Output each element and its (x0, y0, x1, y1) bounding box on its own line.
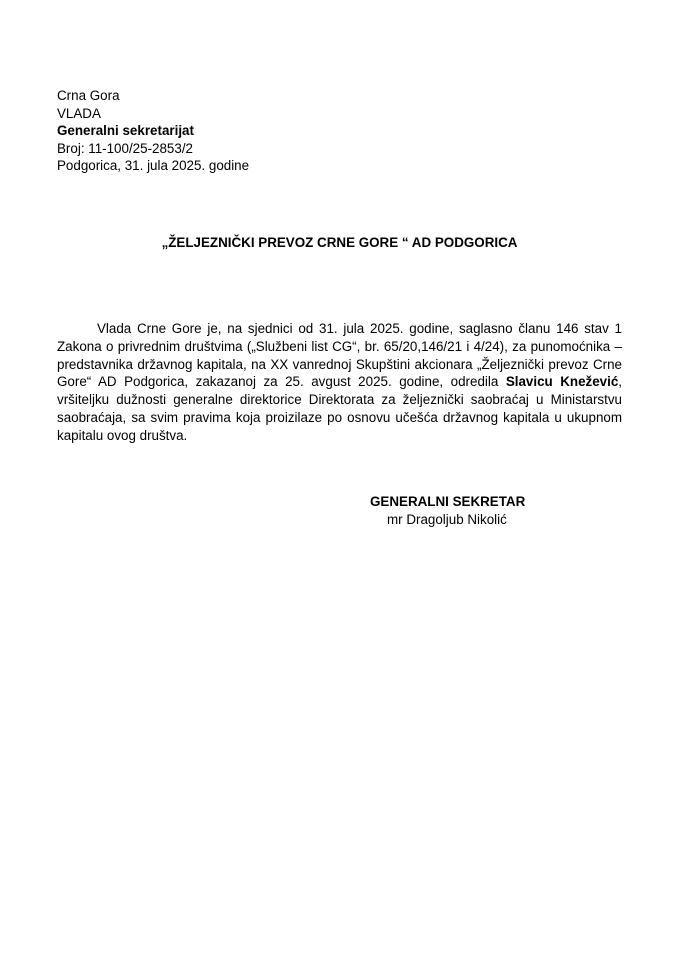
appointee-name: Slavicu Knežević (505, 374, 619, 390)
decision-text-part1: Vlada Crne Gore je, na sjednici od 31. jula 2025. godine, saglasno članu 146 stav 1 Zakona o privrednim društvima („Službeni list CG“, br. 65/20,146/21 i 4/24), za punomoćnika – predstavnika državnog kapitala, na XX vanrednoj Skupštini akcionara „Željeznički prevoz Crne Gore“ AD Podgorica, zakazanoj za 25. avgust 2025. godine, odredila (57, 321, 622, 390)
decision-text-part2: , vršiteljku dužnosti generalne direktorice Direktorata za željeznički saobraćaj u Ministarstvu saobraćaja, sa svim pravima koja proizilaze po osnovu učešća državnog kapitala u ukupnom kapitalu ovog društva. (57, 374, 623, 443)
signatory-name: mr Dragoljub Nikolić (387, 511, 507, 527)
department-name: Generalni sekretarijat (57, 123, 194, 138)
place-and-date: Podgorica, 31. jula 2025. godine (57, 158, 250, 173)
document-header (57, 87, 249, 175)
decision-paragraph (57, 320, 622, 445)
country-name: Crna Gora (57, 88, 120, 103)
government-name: VLADA (57, 105, 101, 121)
document-number: Broj: 11-100/25-2853/2 (57, 140, 193, 156)
signatory-title: GENERALNI SEKRETAR (370, 494, 526, 509)
document-title: „ŽELJEZNIČKI PREVOZ CRNE GORE “ AD PODGORICA (161, 235, 518, 250)
signature-block (370, 493, 525, 528)
